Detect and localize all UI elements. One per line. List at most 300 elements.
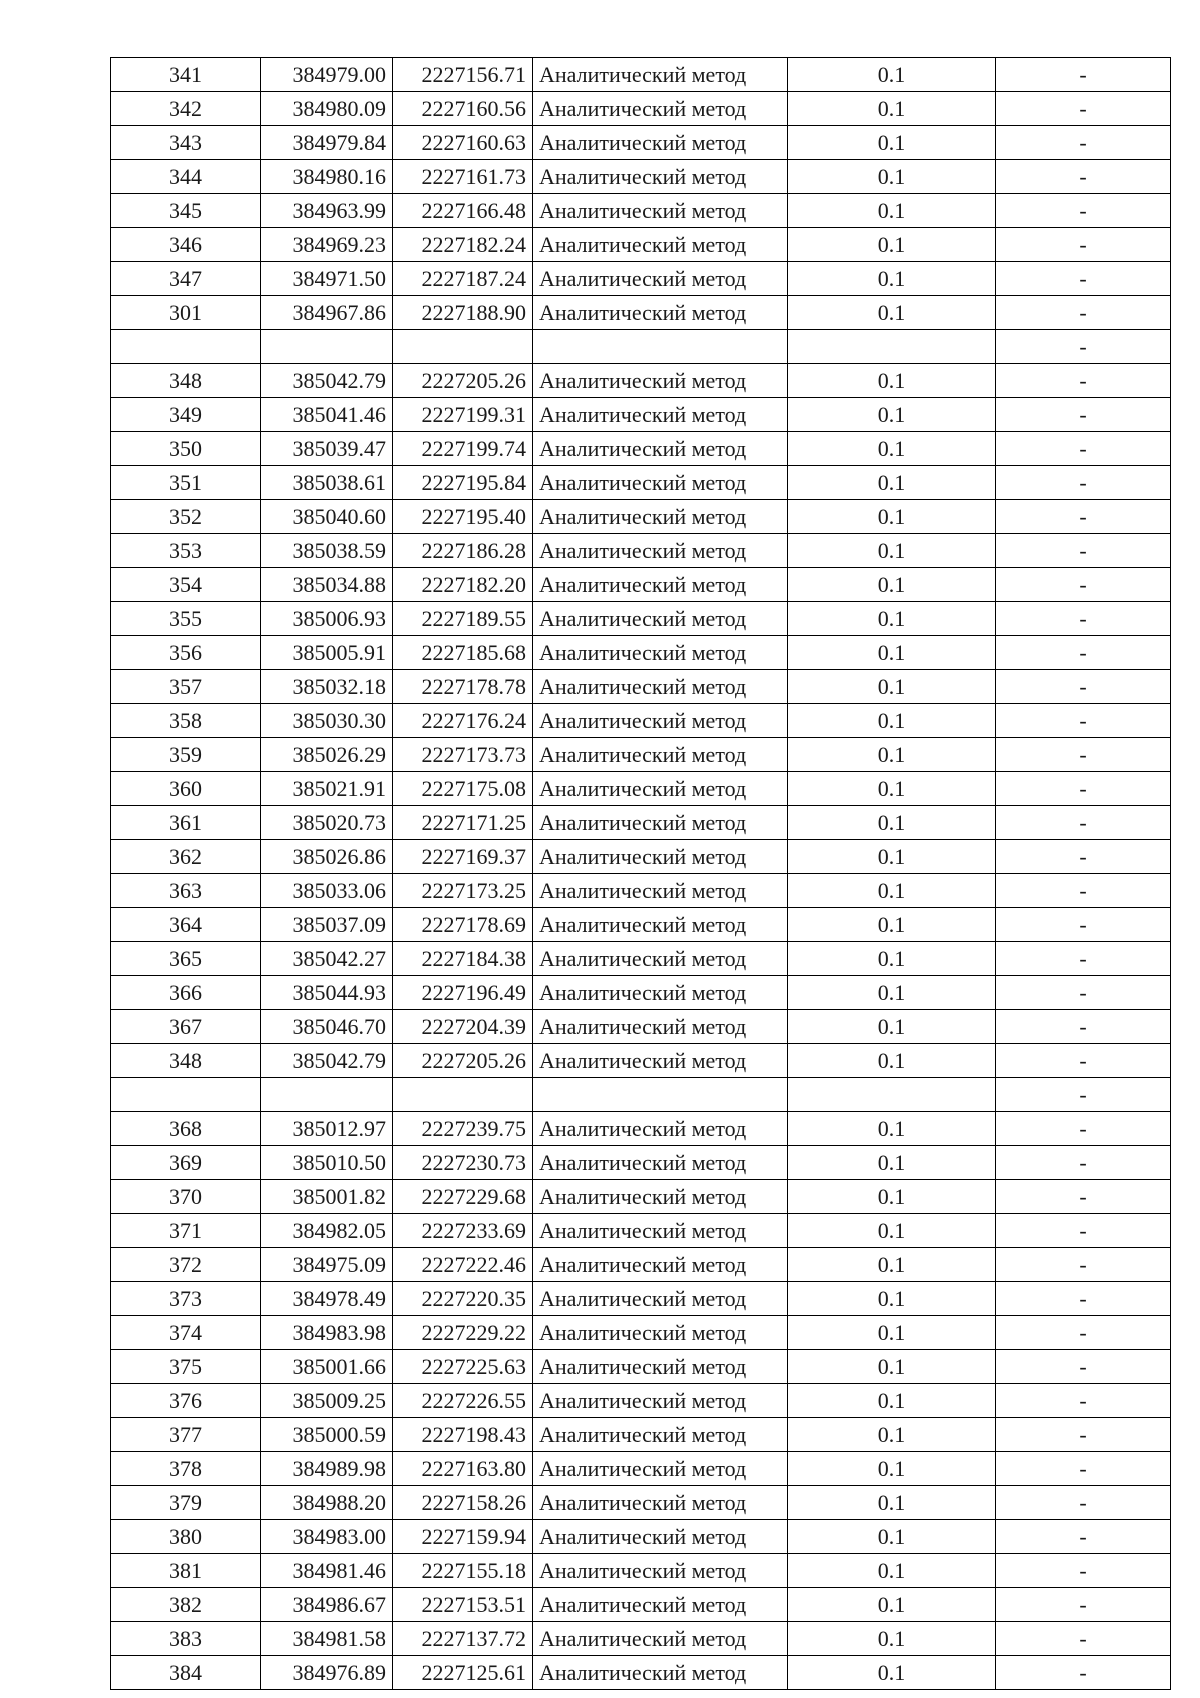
accuracy-cell	[788, 330, 996, 364]
description-cell: -	[996, 636, 1171, 670]
y-coordinate-cell: 2227182.24	[393, 228, 533, 262]
accuracy-cell: 0.1	[788, 1112, 996, 1146]
accuracy-cell: 0.1	[788, 1384, 996, 1418]
point-number-cell: 346	[111, 228, 261, 262]
method-cell: Аналитический метод	[533, 1044, 788, 1078]
table-row	[111, 602, 1171, 636]
method-cell: Аналитический метод	[533, 432, 788, 466]
y-coordinate-cell	[393, 1078, 533, 1112]
table-row	[111, 1418, 1171, 1452]
x-coordinate-cell: 385001.82	[261, 1180, 393, 1214]
point-number-cell: 358	[111, 704, 261, 738]
description-cell: -	[996, 1282, 1171, 1316]
description-cell: -	[996, 1316, 1171, 1350]
table-row	[111, 1520, 1171, 1554]
table-row	[111, 568, 1171, 602]
point-number-cell: 372	[111, 1248, 261, 1282]
accuracy-cell: 0.1	[788, 704, 996, 738]
method-cell: Аналитический метод	[533, 908, 788, 942]
y-coordinate-cell: 2227184.38	[393, 942, 533, 976]
point-number-cell: 374	[111, 1316, 261, 1350]
x-coordinate-cell: 385042.79	[261, 1044, 393, 1078]
point-number-cell	[111, 1078, 261, 1112]
table-row	[111, 1486, 1171, 1520]
method-cell	[533, 330, 788, 364]
x-coordinate-cell	[261, 1078, 393, 1112]
accuracy-cell: 0.1	[788, 398, 996, 432]
point-number-cell: 373	[111, 1282, 261, 1316]
y-coordinate-cell: 2227185.68	[393, 636, 533, 670]
y-coordinate-cell: 2227160.63	[393, 126, 533, 160]
method-cell: Аналитический метод	[533, 92, 788, 126]
description-cell: -	[996, 874, 1171, 908]
x-coordinate-cell: 384978.49	[261, 1282, 393, 1316]
method-cell: Аналитический метод	[533, 806, 788, 840]
point-number-cell: 347	[111, 262, 261, 296]
point-number-cell: 348	[111, 1044, 261, 1078]
x-coordinate-cell: 385010.50	[261, 1146, 393, 1180]
table-row	[111, 1622, 1171, 1656]
description-cell: -	[996, 1078, 1171, 1112]
accuracy-cell: 0.1	[788, 1214, 996, 1248]
y-coordinate-cell: 2227155.18	[393, 1554, 533, 1588]
description-cell: -	[996, 1452, 1171, 1486]
y-coordinate-cell: 2227182.20	[393, 568, 533, 602]
y-coordinate-cell: 2227195.40	[393, 500, 533, 534]
method-cell: Аналитический метод	[533, 1112, 788, 1146]
table-row	[111, 840, 1171, 874]
table-row	[111, 432, 1171, 466]
description-cell: -	[996, 262, 1171, 296]
y-coordinate-cell: 2227233.69	[393, 1214, 533, 1248]
x-coordinate-cell: 384980.16	[261, 160, 393, 194]
description-cell: -	[996, 704, 1171, 738]
description-cell: -	[996, 126, 1171, 160]
y-coordinate-cell: 2227187.24	[393, 262, 533, 296]
description-cell: -	[996, 398, 1171, 432]
accuracy-cell: 0.1	[788, 534, 996, 568]
accuracy-cell: 0.1	[788, 1452, 996, 1486]
method-cell: Аналитический метод	[533, 364, 788, 398]
x-coordinate-cell: 385038.59	[261, 534, 393, 568]
description-cell: -	[996, 160, 1171, 194]
description-cell: -	[996, 1248, 1171, 1282]
point-number-cell: 360	[111, 772, 261, 806]
accuracy-cell: 0.1	[788, 636, 996, 670]
x-coordinate-cell: 384988.20	[261, 1486, 393, 1520]
description-cell: -	[996, 432, 1171, 466]
description-cell: -	[996, 1112, 1171, 1146]
method-cell: Аналитический метод	[533, 160, 788, 194]
point-number-cell: 361	[111, 806, 261, 840]
x-coordinate-cell: 384986.67	[261, 1588, 393, 1622]
description-cell: -	[996, 1214, 1171, 1248]
table-row	[111, 772, 1171, 806]
point-number-cell: 370	[111, 1180, 261, 1214]
method-cell: Аналитический метод	[533, 1010, 788, 1044]
y-coordinate-cell: 2227222.46	[393, 1248, 533, 1282]
table-row	[111, 1044, 1171, 1078]
accuracy-cell: 0.1	[788, 1588, 996, 1622]
x-coordinate-cell: 385001.66	[261, 1350, 393, 1384]
description-cell: -	[996, 1486, 1171, 1520]
table-row	[111, 398, 1171, 432]
y-coordinate-cell: 2227199.74	[393, 432, 533, 466]
accuracy-cell: 0.1	[788, 1180, 996, 1214]
table-row	[111, 908, 1171, 942]
x-coordinate-cell: 384976.89	[261, 1656, 393, 1690]
accuracy-cell: 0.1	[788, 602, 996, 636]
accuracy-cell: 0.1	[788, 1520, 996, 1554]
point-number-cell: 381	[111, 1554, 261, 1588]
x-coordinate-cell: 384980.09	[261, 92, 393, 126]
x-coordinate-cell: 385038.61	[261, 466, 393, 500]
point-number-cell: 352	[111, 500, 261, 534]
method-cell: Аналитический метод	[533, 1350, 788, 1384]
x-coordinate-cell: 385044.93	[261, 976, 393, 1010]
point-number-cell: 375	[111, 1350, 261, 1384]
point-number-cell: 363	[111, 874, 261, 908]
x-coordinate-cell: 384967.86	[261, 296, 393, 330]
table-row	[111, 1384, 1171, 1418]
table-row	[111, 126, 1171, 160]
method-cell: Аналитический метод	[533, 1554, 788, 1588]
x-coordinate-cell: 385042.27	[261, 942, 393, 976]
y-coordinate-cell: 2227158.26	[393, 1486, 533, 1520]
table-row	[111, 330, 1171, 364]
method-cell: Аналитический метод	[533, 874, 788, 908]
description-cell: -	[996, 1656, 1171, 1690]
accuracy-cell: 0.1	[788, 738, 996, 772]
x-coordinate-cell	[261, 330, 393, 364]
table-row	[111, 976, 1171, 1010]
x-coordinate-cell: 384983.98	[261, 1316, 393, 1350]
accuracy-cell: 0.1	[788, 364, 996, 398]
method-cell: Аналитический метод	[533, 1180, 788, 1214]
accuracy-cell: 0.1	[788, 432, 996, 466]
method-cell: Аналитический метод	[533, 738, 788, 772]
y-coordinate-cell: 2227178.78	[393, 670, 533, 704]
y-coordinate-cell: 2227188.90	[393, 296, 533, 330]
description-cell: -	[996, 840, 1171, 874]
table-row	[111, 1588, 1171, 1622]
point-number-cell: 382	[111, 1588, 261, 1622]
accuracy-cell: 0.1	[788, 160, 996, 194]
table-row	[111, 670, 1171, 704]
point-number-cell: 343	[111, 126, 261, 160]
description-cell: -	[996, 194, 1171, 228]
table-row	[111, 1656, 1171, 1690]
x-coordinate-cell: 385009.25	[261, 1384, 393, 1418]
accuracy-cell: 0.1	[788, 1350, 996, 1384]
x-coordinate-cell: 385033.06	[261, 874, 393, 908]
y-coordinate-cell: 2227125.61	[393, 1656, 533, 1690]
point-number-cell: 349	[111, 398, 261, 432]
method-cell: Аналитический метод	[533, 1214, 788, 1248]
y-coordinate-cell: 2227204.39	[393, 1010, 533, 1044]
x-coordinate-cell: 385032.18	[261, 670, 393, 704]
method-cell: Аналитический метод	[533, 296, 788, 330]
point-number-cell: 376	[111, 1384, 261, 1418]
x-coordinate-cell: 384981.58	[261, 1622, 393, 1656]
accuracy-cell: 0.1	[788, 58, 996, 92]
description-cell: -	[996, 1520, 1171, 1554]
table-row	[111, 1078, 1171, 1112]
point-number-cell: 383	[111, 1622, 261, 1656]
table-row	[111, 1180, 1171, 1214]
y-coordinate-cell: 2227195.84	[393, 466, 533, 500]
y-coordinate-cell: 2227166.48	[393, 194, 533, 228]
table-row	[111, 1112, 1171, 1146]
y-coordinate-cell: 2227160.56	[393, 92, 533, 126]
point-number-cell: 341	[111, 58, 261, 92]
point-number-cell: 366	[111, 976, 261, 1010]
x-coordinate-cell: 385012.97	[261, 1112, 393, 1146]
description-cell: -	[996, 942, 1171, 976]
point-number-cell: 380	[111, 1520, 261, 1554]
table-row	[111, 1146, 1171, 1180]
description-cell: -	[996, 1588, 1171, 1622]
y-coordinate-cell: 2227175.08	[393, 772, 533, 806]
accuracy-cell: 0.1	[788, 1418, 996, 1452]
x-coordinate-cell: 384981.46	[261, 1554, 393, 1588]
table-row	[111, 1214, 1171, 1248]
accuracy-cell: 0.1	[788, 194, 996, 228]
description-cell: -	[996, 602, 1171, 636]
point-number-cell: 353	[111, 534, 261, 568]
point-number-cell: 362	[111, 840, 261, 874]
method-cell: Аналитический метод	[533, 1656, 788, 1690]
point-number-cell: 377	[111, 1418, 261, 1452]
description-cell: -	[996, 1622, 1171, 1656]
x-coordinate-cell: 385041.46	[261, 398, 393, 432]
y-coordinate-cell: 2227196.49	[393, 976, 533, 1010]
x-coordinate-cell: 385039.47	[261, 432, 393, 466]
point-number-cell: 365	[111, 942, 261, 976]
y-coordinate-cell: 2227205.26	[393, 1044, 533, 1078]
method-cell: Аналитический метод	[533, 262, 788, 296]
accuracy-cell: 0.1	[788, 500, 996, 534]
table-row	[111, 1452, 1171, 1486]
table-row	[111, 296, 1171, 330]
description-cell: -	[996, 330, 1171, 364]
y-coordinate-cell: 2227153.51	[393, 1588, 533, 1622]
point-number-cell: 355	[111, 602, 261, 636]
accuracy-cell: 0.1	[788, 1554, 996, 1588]
accuracy-cell: 0.1	[788, 670, 996, 704]
x-coordinate-cell: 385042.79	[261, 364, 393, 398]
description-cell: -	[996, 534, 1171, 568]
method-cell: Аналитический метод	[533, 670, 788, 704]
method-cell: Аналитический метод	[533, 398, 788, 432]
accuracy-cell: 0.1	[788, 1656, 996, 1690]
description-cell: -	[996, 364, 1171, 398]
accuracy-cell: 0.1	[788, 806, 996, 840]
table-row	[111, 738, 1171, 772]
table-row	[111, 1316, 1171, 1350]
x-coordinate-cell: 385005.91	[261, 636, 393, 670]
table-row	[111, 364, 1171, 398]
x-coordinate-cell: 385034.88	[261, 568, 393, 602]
accuracy-cell: 0.1	[788, 228, 996, 262]
table-row	[111, 942, 1171, 976]
accuracy-cell: 0.1	[788, 568, 996, 602]
description-cell: -	[996, 1044, 1171, 1078]
table-row	[111, 500, 1171, 534]
method-cell: Аналитический метод	[533, 772, 788, 806]
y-coordinate-cell: 2227239.75	[393, 1112, 533, 1146]
point-number-cell: 367	[111, 1010, 261, 1044]
method-cell: Аналитический метод	[533, 58, 788, 92]
table-row	[111, 466, 1171, 500]
accuracy-cell: 0.1	[788, 840, 996, 874]
y-coordinate-cell: 2227178.69	[393, 908, 533, 942]
description-cell: -	[996, 1554, 1171, 1588]
table-row	[111, 58, 1171, 92]
description-cell: -	[996, 1350, 1171, 1384]
y-coordinate-cell: 2227229.22	[393, 1316, 533, 1350]
description-cell: -	[996, 670, 1171, 704]
accuracy-cell: 0.1	[788, 1282, 996, 1316]
x-coordinate-cell: 384979.84	[261, 126, 393, 160]
x-coordinate-cell: 385030.30	[261, 704, 393, 738]
method-cell: Аналитический метод	[533, 194, 788, 228]
y-coordinate-cell: 2227173.73	[393, 738, 533, 772]
x-coordinate-cell: 384963.99	[261, 194, 393, 228]
method-cell: Аналитический метод	[533, 1418, 788, 1452]
point-number-cell: 301	[111, 296, 261, 330]
point-number-cell: 350	[111, 432, 261, 466]
accuracy-cell: 0.1	[788, 126, 996, 160]
description-cell: -	[996, 500, 1171, 534]
accuracy-cell: 0.1	[788, 296, 996, 330]
table-row	[111, 1282, 1171, 1316]
y-coordinate-cell: 2227198.43	[393, 1418, 533, 1452]
method-cell: Аналитический метод	[533, 568, 788, 602]
method-cell: Аналитический метод	[533, 976, 788, 1010]
x-coordinate-cell: 385000.59	[261, 1418, 393, 1452]
description-cell: -	[996, 92, 1171, 126]
y-coordinate-cell: 2227199.31	[393, 398, 533, 432]
accuracy-cell	[788, 1078, 996, 1112]
accuracy-cell: 0.1	[788, 874, 996, 908]
accuracy-cell: 0.1	[788, 908, 996, 942]
x-coordinate-cell: 385020.73	[261, 806, 393, 840]
table-row	[111, 534, 1171, 568]
x-coordinate-cell: 385021.91	[261, 772, 393, 806]
point-number-cell: 348	[111, 364, 261, 398]
accuracy-cell: 0.1	[788, 1146, 996, 1180]
method-cell: Аналитический метод	[533, 466, 788, 500]
x-coordinate-cell: 385026.29	[261, 738, 393, 772]
method-cell: Аналитический метод	[533, 602, 788, 636]
point-number-cell: 384	[111, 1656, 261, 1690]
method-cell: Аналитический метод	[533, 636, 788, 670]
point-number-cell: 342	[111, 92, 261, 126]
y-coordinate-cell: 2227226.55	[393, 1384, 533, 1418]
accuracy-cell: 0.1	[788, 976, 996, 1010]
description-cell: -	[996, 1384, 1171, 1418]
point-number-cell: 356	[111, 636, 261, 670]
coordinates-table	[110, 57, 1171, 1690]
method-cell: Аналитический метод	[533, 500, 788, 534]
method-cell: Аналитический метод	[533, 1486, 788, 1520]
y-coordinate-cell: 2227225.63	[393, 1350, 533, 1384]
point-number-cell: 351	[111, 466, 261, 500]
description-cell: -	[996, 466, 1171, 500]
y-coordinate-cell: 2227169.37	[393, 840, 533, 874]
x-coordinate-cell: 385006.93	[261, 602, 393, 636]
table-row	[111, 704, 1171, 738]
y-coordinate-cell: 2227159.94	[393, 1520, 533, 1554]
coordinates-table-body	[111, 58, 1171, 1690]
description-cell: -	[996, 738, 1171, 772]
y-coordinate-cell: 2227205.26	[393, 364, 533, 398]
accuracy-cell: 0.1	[788, 92, 996, 126]
description-cell: -	[996, 772, 1171, 806]
description-cell: -	[996, 1146, 1171, 1180]
x-coordinate-cell: 384971.50	[261, 262, 393, 296]
method-cell: Аналитический метод	[533, 1248, 788, 1282]
table-row	[111, 1010, 1171, 1044]
description-cell: -	[996, 1010, 1171, 1044]
method-cell: Аналитический метод	[533, 1384, 788, 1418]
x-coordinate-cell: 384989.98	[261, 1452, 393, 1486]
point-number-cell: 379	[111, 1486, 261, 1520]
accuracy-cell: 0.1	[788, 1248, 996, 1282]
method-cell: Аналитический метод	[533, 704, 788, 738]
method-cell: Аналитический метод	[533, 228, 788, 262]
y-coordinate-cell: 2227189.55	[393, 602, 533, 636]
x-coordinate-cell: 384983.00	[261, 1520, 393, 1554]
y-coordinate-cell: 2227176.24	[393, 704, 533, 738]
x-coordinate-cell: 385037.09	[261, 908, 393, 942]
x-coordinate-cell: 384979.00	[261, 58, 393, 92]
method-cell: Аналитический метод	[533, 126, 788, 160]
table-row	[111, 194, 1171, 228]
point-number-cell: 369	[111, 1146, 261, 1180]
method-cell: Аналитический метод	[533, 840, 788, 874]
point-number-cell: 345	[111, 194, 261, 228]
point-number-cell: 368	[111, 1112, 261, 1146]
accuracy-cell: 0.1	[788, 1044, 996, 1078]
y-coordinate-cell: 2227230.73	[393, 1146, 533, 1180]
method-cell: Аналитический метод	[533, 1146, 788, 1180]
table-row	[111, 1554, 1171, 1588]
method-cell: Аналитический метод	[533, 1520, 788, 1554]
y-coordinate-cell: 2227220.35	[393, 1282, 533, 1316]
description-cell: -	[996, 1418, 1171, 1452]
table-row	[111, 160, 1171, 194]
description-cell: -	[996, 568, 1171, 602]
description-cell: -	[996, 976, 1171, 1010]
x-coordinate-cell: 384982.05	[261, 1214, 393, 1248]
y-coordinate-cell: 2227163.80	[393, 1452, 533, 1486]
accuracy-cell: 0.1	[788, 772, 996, 806]
y-coordinate-cell: 2227156.71	[393, 58, 533, 92]
y-coordinate-cell: 2227229.68	[393, 1180, 533, 1214]
accuracy-cell: 0.1	[788, 262, 996, 296]
accuracy-cell: 0.1	[788, 942, 996, 976]
description-cell: -	[996, 296, 1171, 330]
table-row	[111, 806, 1171, 840]
accuracy-cell: 0.1	[788, 466, 996, 500]
y-coordinate-cell: 2227171.25	[393, 806, 533, 840]
y-coordinate-cell: 2227186.28	[393, 534, 533, 568]
point-number-cell: 364	[111, 908, 261, 942]
method-cell: Аналитический метод	[533, 534, 788, 568]
method-cell: Аналитический метод	[533, 942, 788, 976]
